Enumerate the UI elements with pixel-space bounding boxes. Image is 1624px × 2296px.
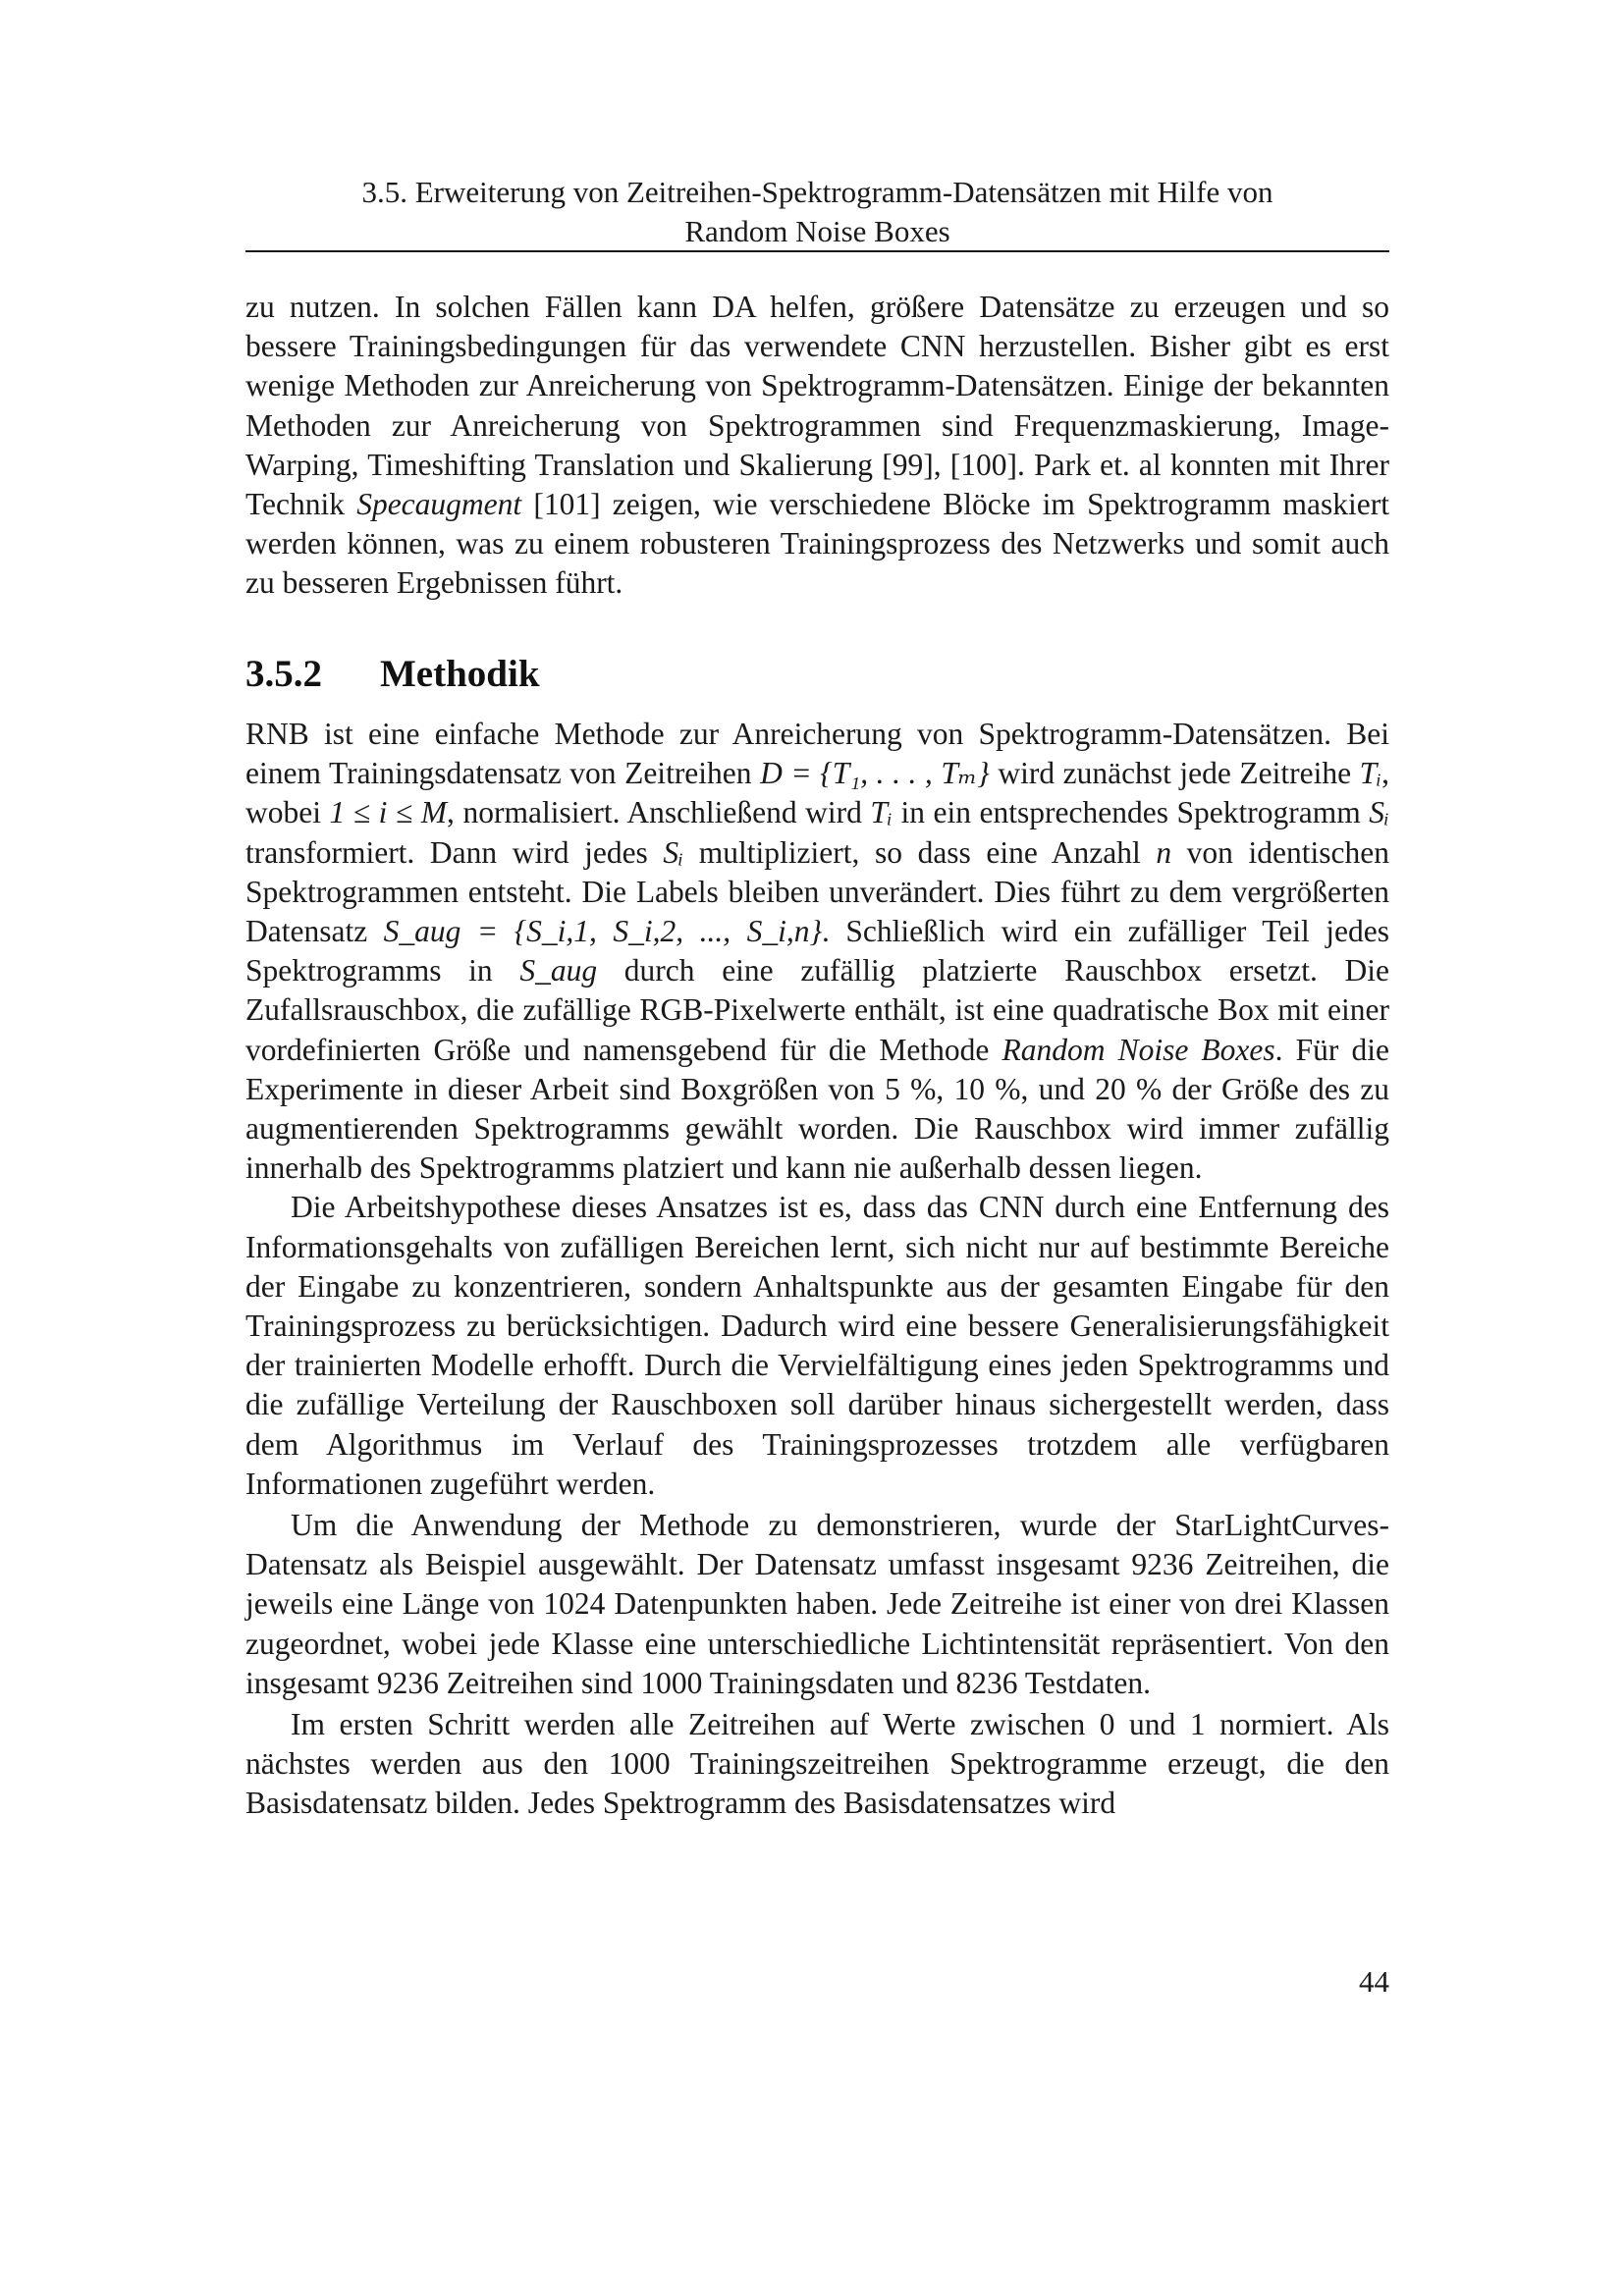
p1-text-9: . Schließlich wird ein zufälliger Teil jedes Spektrogramms in bbox=[245, 914, 1389, 988]
math-ti-2: Tᵢ bbox=[870, 795, 893, 830]
running-header-line-2: Random Noise Boxes bbox=[684, 214, 950, 248]
section-heading bbox=[245, 650, 540, 699]
running-header-line-1: 3.5. Erweiterung von Zeitreihen-Spektrogramm-Datensätzen mit Hilfe von bbox=[361, 175, 1273, 209]
page-number: 44 bbox=[1359, 1964, 1389, 1999]
section-number: 3.5.2 bbox=[245, 653, 322, 695]
math-dataset-d: D = {T₁, . . . , Tₘ} bbox=[760, 756, 990, 791]
intro-emphasis: Specaugment bbox=[356, 487, 522, 522]
method-paragraph-1 bbox=[245, 715, 1389, 1188]
p1-text-8: von identischen Spektrogrammen entsteht. Die Labels bleiben unverändert. Dies führt zu dem vergrößerten Datensatz bbox=[245, 834, 1389, 949]
math-n: n bbox=[1156, 834, 1172, 870]
header-rule bbox=[245, 250, 1389, 252]
math-ti: Tᵢ bbox=[1359, 756, 1382, 791]
p1-text-10: durch eine zufällig platzierte Rauschbox ersetzt. Die Zufallsrauschbox, die zufällige RGB-Pixelwerte enthält, ist eine quadratische Box mit einer vordefinierten Größe und namensgebend für die Methode bbox=[245, 953, 1389, 1067]
method-paragraph-4: Im ersten Schritt werden alle Zeitreihen auf Werte zwischen 0 und 1 normiert. Als nächstes werden aus den 1000 Trainingszeitreihen Spektrogramme erzeugt, die den Basisdatensatz bilden. Jedes Spektrogramm des Basisdatensatzes wird bbox=[245, 1707, 1389, 1821]
math-si: Sᵢ bbox=[1369, 795, 1390, 830]
method-paragraph-2: Die Arbeitshypothese dieses Ansatzes ist es, dass das CNN durch eine Entfernung des Informationsgehalts von zufälligen Bereichen lernt, sich nicht nur auf bestimmte Bereiche der Eingabe zu konzentrieren, sondern Anhaltspunkte aus der gesamten Eingabe für den Trainingsprozess zu berücksichtigen. Dadurch wird eine bessere Generalisierungsfähigkeit der trainierten Modelle erhofft. Durch die Vervielfältigung eines jeden Spektrogramms und die zufällige Verteilung der Rauschboxen soll darüber hinaus sichergestellt werden, dass dem Algorithmus im Verlauf des Trainingsprozesses trotzdem alle verfügbaren Informationen zugeführt werden. bbox=[245, 1190, 1389, 1501]
section-title: Methodik bbox=[380, 653, 540, 695]
intro-text-1: zu nutzen. In solchen Fällen kann DA helfen, größere Datensätze zu erzeugen und so bessere Trainingsbedingungen für das verwendete CNN herzustellen. Bisher gibt es erst wenige Methoden zur Anreicherung von Spektrogramm-Datensätzen. Einige der bekannten Methoden zur Anreicherung von Spektrogrammen sind Frequenzmaskierung, Image-Warping, Timeshifting Translation und Skalierung [99], [100]. Park et. al konnten mit Ihrer Technik bbox=[245, 290, 1389, 522]
math-saug-set: S_aug = {S_i,1, S_i,2, ..., S_i,n} bbox=[383, 914, 823, 949]
math-range: 1 ≤ i ≤ M bbox=[329, 795, 448, 830]
p1-text-3: , wobei bbox=[245, 756, 1389, 830]
intro-text-2: [101] zeigen, wie verschiedene Blöcke im Spektrogramm maskiert werden können, was zu einem robusteren Trainingsprozess des Netzwerks und somit auch zu besseren Ergebnissen führt. bbox=[245, 487, 1389, 601]
math-si-2: Sᵢ bbox=[663, 834, 684, 870]
intro-paragraph bbox=[245, 288, 1389, 604]
p1-text-1: RNB ist eine einfache Methode zur Anreicherung von Spektrogramm-Datensätzen. Bei einem Trainingsdatensatz von Zeitreihen bbox=[245, 717, 1389, 791]
method-name-emphasis: Random Noise Boxes bbox=[1001, 1032, 1275, 1067]
p1-text-7: multipliziert, so dass eine Anzahl bbox=[683, 834, 1157, 870]
p1-text-2: wird zunächst jede Zeitreihe bbox=[989, 756, 1360, 791]
method-body bbox=[245, 715, 1389, 1824]
p1-text-4: , normalisiert. Anschließend wird bbox=[447, 795, 871, 830]
math-saug: S_aug bbox=[519, 953, 598, 988]
p1-text-6: transformiert. Dann wird jedes bbox=[245, 834, 664, 870]
method-paragraph-3: Um die Anwendung der Methode zu demonstrieren, wurde der StarLightCurves-Datensatz als Beispiel ausgewählt. Der Datensatz umfasst insgesamt 9236 Zeitreihen, die jeweils eine Länge von 1024 Datenpunkten haben. Jede Zeitreihe ist einer von drei Klassen zugeordnet, wobei jede Klasse eine unterschiedliche Lichtintensität repräsentiert. Von den insgesamt 9236 Zeitreihen sind 1000 Trainingsdaten und 8236 Testdaten. bbox=[245, 1508, 1389, 1700]
p1-text-11: . Für die Experimente in dieser Arbeit sind Boxgrößen von 5 %, 10 %, und 20 % der Größe des zu augmentierenden Spektrogramms gewählt worden. Die Rauschbox wird immer zufällig innerhalb des Spektrogramms platziert und kann nie außerhalb dessen liegen. bbox=[245, 1032, 1389, 1186]
running-header bbox=[245, 173, 1389, 251]
p1-text-5: in ein entsprechendes Spektrogramm bbox=[892, 795, 1370, 830]
